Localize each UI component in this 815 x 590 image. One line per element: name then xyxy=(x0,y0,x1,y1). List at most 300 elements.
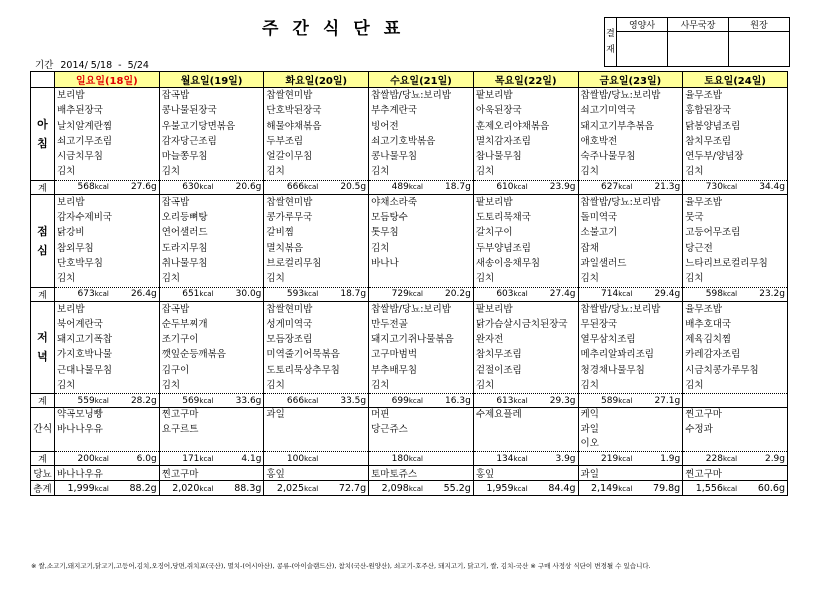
kcal-value xyxy=(476,289,528,299)
menu-item: 보리밥 xyxy=(57,303,85,315)
protein-value: 55.2g xyxy=(443,482,471,494)
meal-label-char: 침 xyxy=(37,136,48,150)
total-label: 총계 xyxy=(31,481,55,496)
approval-role: 사무국장 xyxy=(668,18,729,32)
kcal-unit: kcal xyxy=(199,290,214,299)
kcal-number: 2,020 xyxy=(172,482,200,494)
kcal-unit: kcal xyxy=(199,454,214,463)
kcal-number: 171 xyxy=(182,453,200,464)
kcal-number: 730 xyxy=(705,182,723,193)
menu-item: 참외무침 xyxy=(57,242,94,254)
kcal-value xyxy=(57,289,109,299)
menu-item: 수제요플레 xyxy=(475,409,522,421)
kcal-unit: kcal xyxy=(408,183,423,192)
menu-item: 야채소라죽 xyxy=(371,196,417,208)
kcal-value xyxy=(162,454,214,464)
menu-item: 김치 xyxy=(475,380,495,392)
kcal-unit: kcal xyxy=(94,454,109,463)
kcal-unit: kcal xyxy=(408,454,423,463)
menu-cell xyxy=(578,301,683,394)
menu-item: 율무조밥 xyxy=(685,90,722,101)
menu-item: 잡곡밥 xyxy=(161,303,190,315)
period-dates: 2014/ 5/18 - 5/24 xyxy=(60,60,149,71)
menu-cell xyxy=(369,301,474,394)
kcal-number: 134 xyxy=(496,453,514,464)
menu-item: 보리밥 xyxy=(57,196,85,208)
menu-item: 숙주나물무침 xyxy=(580,151,636,163)
kcal-number: 228 xyxy=(705,453,723,464)
meal-label xyxy=(31,301,55,394)
menu-cell xyxy=(578,194,683,287)
menu-item: 보리밥 xyxy=(57,90,85,101)
kcal-unit: kcal xyxy=(304,183,319,192)
menu-item: 김치 xyxy=(57,166,76,178)
protein-value: 23.2g xyxy=(759,289,785,300)
protein-value: 72.7g xyxy=(338,482,367,494)
menu-item xyxy=(266,423,366,437)
menu-cell xyxy=(578,408,683,452)
protein-value: 29.4g xyxy=(654,289,681,300)
kcal-value xyxy=(266,289,318,299)
nutrition-cell xyxy=(159,180,264,194)
menu-item: 잡채 xyxy=(580,242,599,254)
menu-item: 소불고기 xyxy=(580,227,618,239)
menu-item: 찹쌀현미밥 xyxy=(266,90,313,101)
meal-row xyxy=(31,194,788,287)
menu-item: 부추배무침 xyxy=(371,364,417,376)
menu-item: 과일 xyxy=(580,423,599,435)
protein-value: 20.2g xyxy=(445,289,471,300)
menu-item: 찹쌀현미밥 xyxy=(266,196,313,208)
day-header: 수요일(21일) xyxy=(369,72,474,88)
menu-item: 돌미역국 xyxy=(580,212,618,224)
diabetic-label: 당뇨 xyxy=(31,466,55,481)
menu-cell xyxy=(473,408,578,452)
diabetic-item: 바나나우유 xyxy=(55,466,160,481)
kcal-number: 714 xyxy=(601,289,619,300)
kcal-number: 593 xyxy=(286,289,305,300)
day-header: 일요일(18일) xyxy=(55,72,160,88)
kcal-value xyxy=(581,396,633,406)
menu-item: 김치 xyxy=(475,166,495,178)
menu-cell xyxy=(369,88,474,181)
menu-item: 고등어무조림 xyxy=(685,227,741,239)
protein-value: 27.4g xyxy=(549,289,576,300)
menu-item: 미역줄기어묵볶음 xyxy=(266,349,340,361)
kcal-value xyxy=(371,454,423,464)
menu-cell xyxy=(264,408,369,452)
nutrition-cell xyxy=(55,394,160,408)
kcal-value xyxy=(371,289,423,299)
nutrition-cell xyxy=(369,394,474,408)
menu-item: 연두부/양념장 xyxy=(685,151,744,163)
menu-item xyxy=(371,437,471,451)
menu-item xyxy=(162,437,262,451)
diabetic-item: 홍잎 xyxy=(264,466,369,481)
total-row xyxy=(31,287,788,301)
menu-item: 바나나우유 xyxy=(57,423,103,435)
kcal-number: 673 xyxy=(77,289,95,300)
protein-value: 60.6g xyxy=(757,482,785,494)
kcal-number: 489 xyxy=(391,182,409,193)
protein-value: 23.9g xyxy=(549,182,576,193)
kcal-unit: kcal xyxy=(199,396,214,405)
menu-item: 김치 xyxy=(580,166,599,178)
day-header: 월요일(19일) xyxy=(159,72,264,88)
menu-item: 도토리묵상추무침 xyxy=(266,364,340,376)
menu-item: 김치 xyxy=(685,380,704,392)
nutrition-cell xyxy=(473,481,578,496)
menu-item: 참치무조림 xyxy=(685,135,732,147)
protein-value: 3.9g xyxy=(555,453,576,464)
menu-cell xyxy=(683,301,788,394)
menu-item: 김치 xyxy=(371,166,390,178)
kcal-value xyxy=(266,396,318,406)
menu-cell xyxy=(159,194,264,287)
kcal-value xyxy=(371,483,423,494)
menu-item: 케익 xyxy=(580,409,599,421)
kcal-value xyxy=(581,454,633,464)
nutrition-cell xyxy=(264,394,369,408)
protein-value: 16.3g xyxy=(445,395,471,406)
menu-cell xyxy=(369,408,474,452)
menu-item: 김구이 xyxy=(161,364,190,376)
kcal-unit: kcal xyxy=(618,183,633,192)
protein-value: 33.5g xyxy=(340,395,367,406)
kcal-value xyxy=(476,483,528,494)
nutrition-cell xyxy=(159,287,264,301)
kcal-number: 569 xyxy=(182,395,200,406)
menu-item: 배추된장국 xyxy=(57,105,103,117)
menu-item: 뭇국 xyxy=(685,212,704,224)
header-corner xyxy=(31,72,55,88)
diabetic-item: 찐고구마 xyxy=(159,466,264,481)
kcal-number: 1,556 xyxy=(695,482,723,494)
menu-item: 빙어전 xyxy=(371,120,399,132)
protein-value: 21.3g xyxy=(654,182,681,193)
protein-value: 4.1g xyxy=(241,453,262,464)
menu-cell xyxy=(264,301,369,394)
kcal-unit: kcal xyxy=(304,454,319,463)
protein-value: 29.3g xyxy=(549,395,576,406)
menu-item: 시금치콩가루무침 xyxy=(685,364,759,376)
kcal-value xyxy=(581,289,633,299)
menu-item: 모듬탕수 xyxy=(371,212,408,224)
menu-item: 순두부찌개 xyxy=(161,318,208,330)
kcal-number: 613 xyxy=(496,395,514,406)
kcal-value xyxy=(162,483,214,494)
menu-cell xyxy=(159,301,264,394)
menu-cell xyxy=(55,408,160,452)
nutrition-cell xyxy=(578,287,683,301)
menu-item: 팥보리밥 xyxy=(475,90,513,101)
menu-item: 율무조밥 xyxy=(685,196,722,208)
menu-item: 과일샐러드 xyxy=(580,257,627,269)
diabetic-item: 과일 xyxy=(578,466,683,481)
menu-item: 제육김치찜 xyxy=(685,334,732,346)
menu-item: 아욱된장국 xyxy=(475,105,522,117)
kcal-unit: kcal xyxy=(199,484,214,493)
meal-row xyxy=(31,88,788,181)
menu-item: 겉절이조림 xyxy=(475,364,522,376)
page-title: 주간식단표 xyxy=(262,19,415,39)
total-row xyxy=(31,394,788,408)
menu-item: 부추계란국 xyxy=(371,105,417,117)
menu-item: 김치 xyxy=(266,380,285,392)
kcal-number: 603 xyxy=(496,289,514,300)
menu-item: 톳무침 xyxy=(371,227,399,239)
protein-value: 20.5g xyxy=(340,182,367,193)
meal-label-char: 아 xyxy=(37,117,48,131)
menu-item: 잡곡밥 xyxy=(161,90,190,101)
nutrition-cell xyxy=(683,394,788,408)
protein-value: 88.2g xyxy=(129,482,157,494)
menu-item: 쇠고기무조림 xyxy=(57,135,113,147)
nutrition-cell xyxy=(159,394,264,408)
menu-item: 감자수제비국 xyxy=(57,212,113,224)
kcal-value xyxy=(685,289,737,299)
protein-value: 20.6g xyxy=(235,182,262,193)
kcal-number: 627 xyxy=(601,182,619,193)
diabetic-row xyxy=(31,466,788,481)
meal-label xyxy=(31,88,55,181)
nutrition-cell xyxy=(683,481,788,496)
kcal-number: 180 xyxy=(391,453,409,464)
kcal-number: 598 xyxy=(705,289,723,300)
kcal-number: 666 xyxy=(286,182,305,193)
nutrition-cell xyxy=(264,481,369,496)
meal-label-char: 녁 xyxy=(37,350,48,364)
menu-item: 과일 xyxy=(266,409,285,421)
snack-row xyxy=(31,408,788,452)
menu-item: 날치알계란찜 xyxy=(57,120,113,132)
menu-cell xyxy=(683,88,788,181)
menu-item: 김치 xyxy=(266,166,285,178)
menu-item: 얼갈이무침 xyxy=(266,151,313,163)
nutrition-cell xyxy=(578,481,683,496)
menu-item: 찹쌀밥/당뇨:보리밥 xyxy=(580,303,661,315)
menu-cell xyxy=(683,408,788,452)
meal-label-char: 점 xyxy=(37,224,48,238)
menu-item: 조기구이 xyxy=(161,334,199,346)
kcal-value xyxy=(685,483,737,494)
menu-cell xyxy=(473,301,578,394)
menu-item xyxy=(476,437,576,451)
nutrition-cell xyxy=(55,180,160,194)
menu-item: 가지호박나물 xyxy=(57,349,113,361)
kcal-value xyxy=(476,182,528,192)
total-label: 계 xyxy=(31,287,55,301)
kcal-number: 699 xyxy=(391,395,409,406)
menu-item: 닭봉양념조림 xyxy=(685,120,741,132)
menu-item: 성게미역국 xyxy=(266,318,313,330)
menu-item: 마늘쫑무침 xyxy=(161,151,208,163)
menu-cell xyxy=(159,88,264,181)
menu-item: 요구르트 xyxy=(161,423,199,435)
menu-item: 근대나물무침 xyxy=(57,364,113,376)
menu-item xyxy=(476,423,576,437)
menu-item: 찐고구마 xyxy=(685,409,722,421)
protein-value: 30.0g xyxy=(235,289,262,300)
kcal-unit: kcal xyxy=(513,183,528,192)
menu-cell xyxy=(264,88,369,181)
menu-item: 참나물무침 xyxy=(475,151,522,163)
menu-item: 카레감자조림 xyxy=(685,349,741,361)
menu-cell xyxy=(264,194,369,287)
meal-label-char: 저 xyxy=(37,331,48,345)
diabetic-item: 찐고구마 xyxy=(683,466,788,481)
kcal-value xyxy=(685,182,737,192)
period-label: 기간 xyxy=(35,60,54,71)
grand-total-row xyxy=(31,481,788,496)
menu-item: 돼지고기쥐나물볶음 xyxy=(371,334,454,346)
menu-cell xyxy=(369,194,474,287)
kcal-unit: kcal xyxy=(618,396,633,405)
kcal-unit: kcal xyxy=(722,454,738,463)
menu-item: 쇠고기호박볶음 xyxy=(371,135,436,147)
approval-side-label: 결 재 xyxy=(605,18,617,67)
kcal-unit: kcal xyxy=(94,290,109,299)
kcal-number: 2,098 xyxy=(381,482,409,494)
kcal-number: 1,959 xyxy=(486,482,514,494)
day-header: 금요일(23일) xyxy=(578,72,683,88)
menu-item: 우불고기당면볶음 xyxy=(161,120,236,132)
kcal-number: 100 xyxy=(286,453,305,464)
menu-item: 연어샐러드 xyxy=(161,227,208,239)
menu-item: 김치 xyxy=(685,273,704,285)
kcal-number: 630 xyxy=(182,182,200,193)
kcal-value xyxy=(476,454,528,464)
kcal-unit: kcal xyxy=(722,484,738,493)
menu-item: 브로컬리무침 xyxy=(266,257,322,269)
kcal-unit: kcal xyxy=(722,183,738,192)
kcal-unit: kcal xyxy=(618,290,633,299)
nutrition-cell xyxy=(683,287,788,301)
protein-value: 1.9g xyxy=(660,453,681,464)
menu-item: 배추호대국 xyxy=(685,318,732,330)
menu-item: 열무삼치조림 xyxy=(580,334,636,346)
kcal-unit: kcal xyxy=(618,454,633,463)
nutrition-cell xyxy=(369,180,474,194)
menu-item: 애호박전 xyxy=(580,135,618,147)
kcal-value xyxy=(162,396,214,406)
menu-item: 멸치볶음 xyxy=(266,242,304,254)
nutrition-cell xyxy=(473,394,578,408)
protein-value: 34.4g xyxy=(759,182,785,193)
kcal-unit: kcal xyxy=(199,183,214,192)
nutrition-cell xyxy=(369,481,474,496)
kcal-number: 729 xyxy=(391,289,409,300)
menu-item: 김치 xyxy=(57,273,76,285)
kcal-number: 1,999 xyxy=(67,482,95,494)
menu-item: 닭가슴살시금치된장국 xyxy=(475,318,568,330)
menu-cell xyxy=(473,88,578,181)
kcal-value xyxy=(266,483,318,494)
footnote: ※ 쌀,소고기,돼지고기,닭고기,고등어,김치,오징어,당면,쥐치포(국산), 멸치-(어시아산), 콩류-(아이슬랜드산), 참치(국산-원양산), 쇠고기-호주산, 돼지고기, 닭고기, 쌀, 김치-국산 ※ 구매 사정상 식단이 변경될 수 있습니다. xyxy=(31,562,651,570)
menu-item: 김치 xyxy=(57,380,76,392)
menu-item: 갈비찜 xyxy=(266,227,294,239)
menu-item: 팥보리밥 xyxy=(475,196,513,208)
approval-sign-cell xyxy=(617,32,668,67)
protein-value: 18.7g xyxy=(445,182,471,193)
menu-item: 갈치구이 xyxy=(475,227,513,239)
menu-item: 훈제오리야채볶음 xyxy=(475,120,550,132)
kcal-number: 2,025 xyxy=(276,482,305,494)
kcal-value xyxy=(266,182,318,192)
meal-label xyxy=(31,194,55,287)
menu-item: 김치 xyxy=(475,273,495,285)
menu-item: 북어계란국 xyxy=(57,318,103,330)
menu-item: 당근전 xyxy=(685,242,713,254)
kcal-unit: kcal xyxy=(722,290,738,299)
kcal-unit: kcal xyxy=(94,183,109,192)
menu-item: 새송이응채무침 xyxy=(475,257,541,269)
nutrition-cell xyxy=(55,452,160,466)
kcal-unit: kcal xyxy=(513,484,528,493)
day-header: 화요일(20일) xyxy=(264,72,369,88)
kcal-unit: kcal xyxy=(304,396,319,405)
meal-row xyxy=(31,301,788,394)
kcal-number: 2,149 xyxy=(591,482,619,494)
menu-cell xyxy=(683,194,788,287)
menu-item: 김치 xyxy=(580,380,599,392)
kcal-number: 568 xyxy=(77,182,95,193)
protein-value: 27.6g xyxy=(130,182,157,193)
kcal-value xyxy=(581,483,633,494)
menu-item: 찹쌀밥/당뇨:보리밥 xyxy=(371,90,451,101)
total-row xyxy=(31,452,788,466)
menu-item: 돼지고기부추볶음 xyxy=(580,120,654,132)
menu-item: 찹쌀밥/당뇨:보리밥 xyxy=(580,196,661,208)
menu-item: 찹쌀밥/당뇨:보리밥 xyxy=(371,303,451,315)
menu-item: 시금치무침 xyxy=(57,151,103,163)
menu-item: 콩가루무국 xyxy=(266,212,313,224)
kcal-value xyxy=(266,454,318,464)
kcal-value xyxy=(371,396,423,406)
menu-item: 쇠고기미역국 xyxy=(580,105,636,117)
menu-item: 잡곡밥 xyxy=(161,196,190,208)
approval-sign-cell xyxy=(668,32,729,67)
menu-item xyxy=(57,437,157,451)
kcal-number: 219 xyxy=(601,453,619,464)
diabetic-item: 토마토쥬스 xyxy=(369,466,474,481)
nutrition-cell xyxy=(578,394,683,408)
menu-item: 김치 xyxy=(371,380,390,392)
nutrition-cell xyxy=(473,180,578,194)
kcal-unit: kcal xyxy=(408,484,423,493)
kcal-value xyxy=(57,182,109,192)
menu-item: 김치 xyxy=(371,242,390,254)
menu-item: 홍합된장국 xyxy=(685,105,732,117)
menu-item: 느타리브로컬리무침 xyxy=(685,257,768,269)
protein-value: 6.0g xyxy=(136,453,157,464)
meal-label-char: 심 xyxy=(37,243,48,257)
kcal-unit: kcal xyxy=(94,484,109,493)
kcal-unit: kcal xyxy=(408,290,423,299)
menu-item: 단호박무침 xyxy=(57,257,103,269)
menu-item: 팥보리밥 xyxy=(475,303,513,315)
nutrition-cell xyxy=(55,287,160,301)
nutrition-cell xyxy=(369,287,474,301)
menu-item: 찹쌀밥/당뇨:보리밥 xyxy=(580,90,661,101)
kcal-value xyxy=(476,396,528,406)
kcal-unit: kcal xyxy=(513,396,528,405)
menu-item: 해물야채볶음 xyxy=(266,120,322,132)
approval-sign-cell xyxy=(729,32,790,67)
protein-value: 18.7g xyxy=(340,289,367,300)
menu-item: 감자당근조림 xyxy=(161,135,217,147)
total-label: 계 xyxy=(31,180,55,194)
